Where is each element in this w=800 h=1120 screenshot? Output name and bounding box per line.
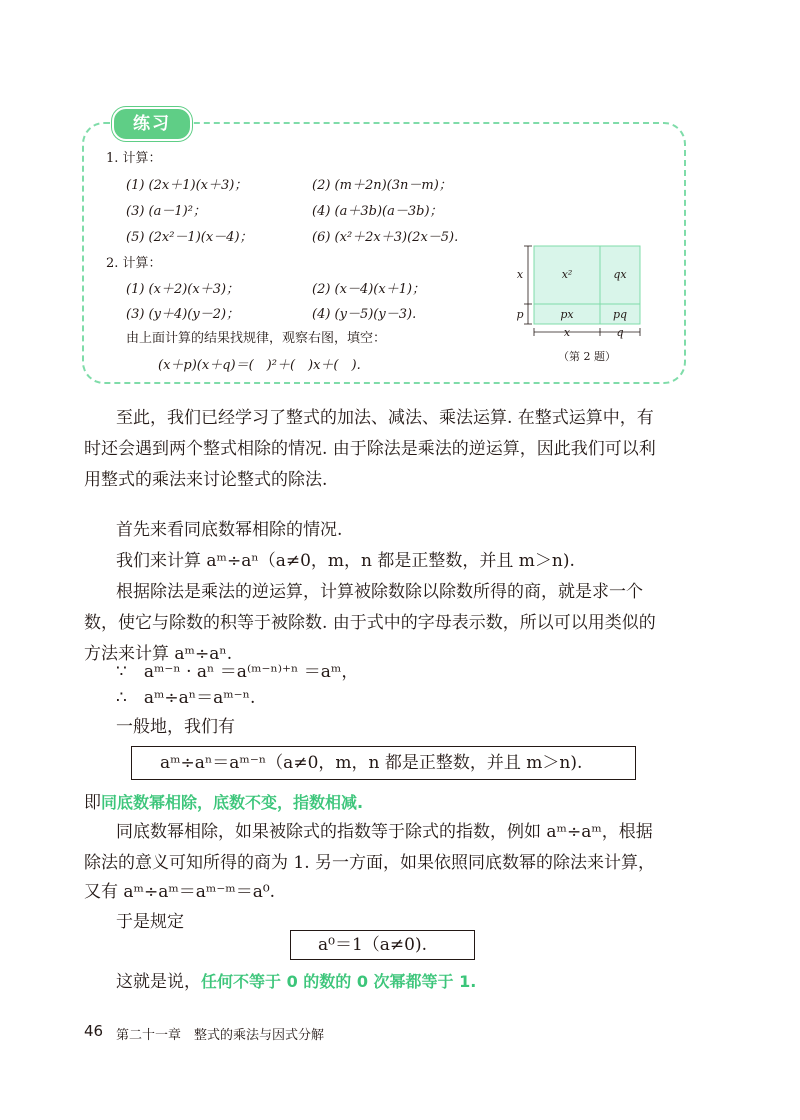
para4-line2: 数，使它与除数的积等于被除数. 由于式中的字母表示数，所以可以用类似的: [84, 613, 656, 633]
bottom-label-q: q: [616, 326, 624, 339]
q2-item-1: (1) (x＋2)(x＋3)；: [126, 282, 240, 297]
chapter-title: 第二十一章 整式的乘法与因式分解: [116, 1028, 325, 1043]
page-number: 46: [84, 1022, 104, 1040]
exercise-badge: 练习: [112, 107, 192, 141]
para4-line3: 方法来计算 aᵐ÷aⁿ.: [84, 644, 233, 664]
q1-item-6: (6) (x²＋2x＋3)(2x－5).: [312, 230, 459, 245]
q1-item-2: (2) (m＋2n)(3n－m)；: [312, 178, 452, 193]
para5-line1: 同底数幂相除，如果被除式的指数等于除式的指数，例如 aᵐ÷aᵐ，根据: [116, 822, 653, 842]
cell-label-x2: x²: [561, 268, 573, 281]
q2-item-2: (2) (x－4)(x＋1)；: [312, 282, 426, 297]
cell-label-qx: qx: [613, 268, 627, 281]
left-label-p: p: [516, 308, 524, 321]
q2-formula: (x＋p)(x＋q)＝( )²＋( )x＋( ).: [158, 358, 361, 373]
para1-line1: 至此，我们已经学习了整式的加法、减法、乘法运算. 在整式运算中，有: [116, 408, 654, 428]
boxed-rule: aᵐ÷aⁿ＝aᵐ⁻ⁿ（a≠0，m，n 都是正整数，并且 m＞n).: [160, 753, 583, 773]
q1-item-4: (4) (a＋3b)(a－3b)；: [312, 204, 443, 219]
boxed-zero: a⁰＝1（a≠0).: [318, 935, 427, 955]
rule-prefix: 即: [84, 793, 101, 813]
conclusion-prefix: 这就是说，: [116, 972, 201, 992]
left-label-x: x: [516, 268, 524, 281]
general-line: 一般地，我们有: [116, 717, 235, 737]
stipulate-line: 于是规定: [116, 912, 184, 932]
q1-item-1: (1) (2x＋1)(x＋3)；: [126, 178, 248, 193]
q1-item-5: (5) (2x²－1)(x－4)；: [126, 230, 253, 245]
para5-line2: 除法的意义可知所得的商为 1. 另一方面，如果依照同底数幂的除法来计算，: [84, 853, 656, 873]
para5-line3: 又有 aᵐ÷aᵐ＝aᵐ⁻ᵐ＝a⁰.: [84, 882, 276, 902]
para2: 首先来看同底数幂相除的情况.: [116, 520, 343, 540]
therefore-line: ∴ aᵐ÷aⁿ＝aᵐ⁻ⁿ.: [116, 688, 256, 708]
conclusion-line: [116, 968, 476, 996]
bottom-label-x: x: [563, 326, 571, 339]
area-model-diagram: [500, 238, 660, 368]
bottom-dimension: [534, 328, 640, 336]
q2-title: 2. 计算：: [106, 256, 162, 271]
conclusion-highlight: 任何不等于 0 的数的 0 次幂都等于 1.: [201, 972, 477, 991]
cell-label-px: px: [560, 308, 574, 321]
figure-caption: （第 2 题）: [558, 350, 616, 363]
para3: 我们来计算 aᵐ÷aⁿ（a≠0，m，n 都是正整数，并且 m＞n).: [116, 551, 575, 571]
cell-label-pq: pq: [612, 308, 628, 321]
because-line: ∵ aᵐ⁻ⁿ · aⁿ ＝a⁽ᵐ⁻ⁿ⁾⁺ⁿ ＝aᵐ，: [116, 662, 359, 682]
rule-highlight: 同底数幂相除，底数不变，指数相减.: [101, 793, 364, 812]
para4-line1: 根据除法是乘法的逆运算，计算被除数除以除数所得的商，就是求一个: [116, 582, 643, 602]
q2-item-3: (3) (y＋4)(y－2)；: [126, 307, 240, 322]
rule-statement: [84, 789, 363, 817]
left-dimension: [524, 246, 532, 324]
q2-item-4: (4) (y－5)(y－3).: [312, 307, 417, 322]
q1-title: 1. 计算：: [106, 151, 162, 166]
q2-hint: 由上面计算的结果找规律，观察右图，填空：: [126, 331, 387, 346]
q1-item-3: (3) (a－1)²；: [126, 204, 206, 219]
para1-line2: 时还会遇到两个整式相除的情况. 由于除法是乘法的逆运算，因此我们可以利: [84, 439, 656, 459]
para1-line3: 用整式的乘法来讨论整式的除法.: [84, 470, 328, 490]
